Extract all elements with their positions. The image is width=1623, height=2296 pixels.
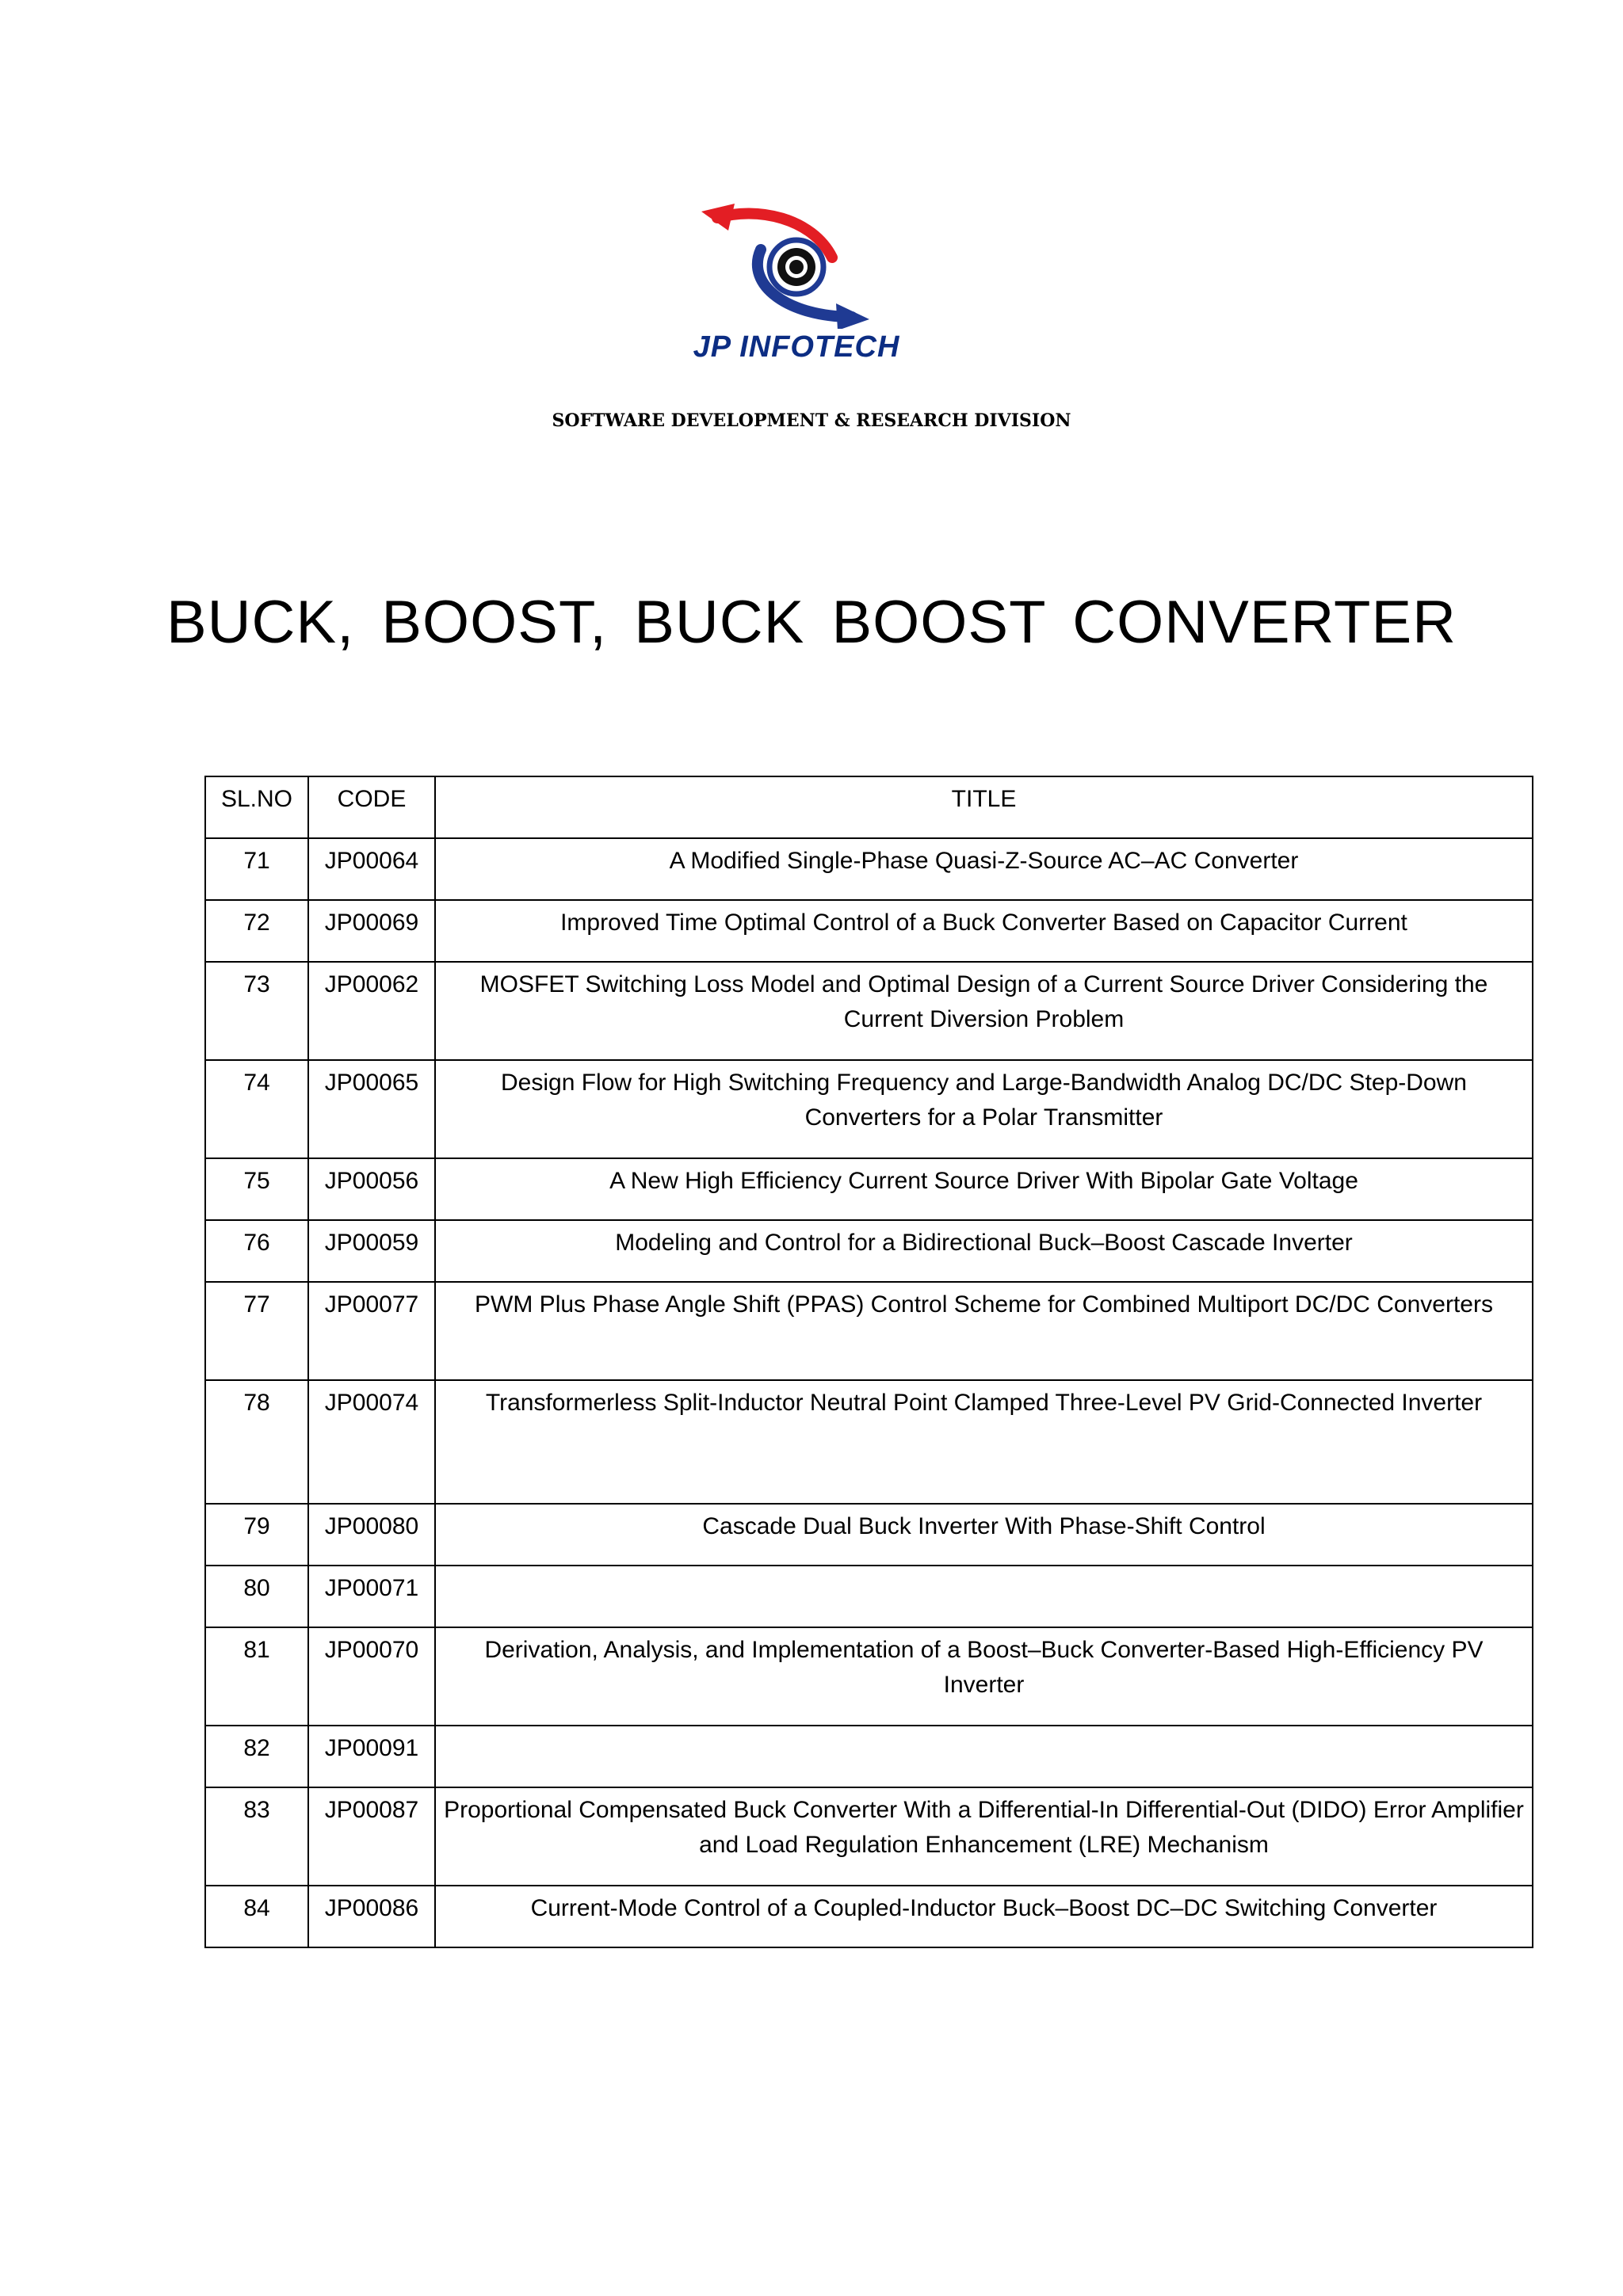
row-code: JP00065 [308,1060,435,1158]
table-row [205,1220,1533,1282]
row-sl-no: 73 [205,962,308,1060]
brand-name: JP INFOTECH [693,330,900,364]
row-code: JP00069 [308,900,435,962]
row-sl-no: 79 [205,1504,308,1566]
row-code: JP00071 [308,1566,435,1627]
row-sl-no: 82 [205,1726,308,1787]
page-title: BUCK, BOOST, BUCK BOOST CONVERTER [166,589,1457,656]
row-code: JP00080 [308,1504,435,1566]
table-row [205,1566,1533,1627]
row-title: MOSFET Switching Loss Model and Optimal Design of a Current Source Driver Considering the Current Diversion Problem [435,962,1533,1060]
table-row [205,1060,1533,1158]
table-row [205,838,1533,900]
projects-table [204,776,1533,1948]
row-sl-no: 78 [205,1380,308,1504]
row-sl-no: 76 [205,1220,308,1282]
row-sl-no: 72 [205,900,308,962]
row-code: JP00086 [308,1886,435,1947]
row-code: JP00087 [308,1787,435,1886]
row-title: Derivation, Analysis, and Implementation of a Boost–Buck Converter-Based High-Efficiency PV Inverter [435,1627,1533,1726]
row-sl-no: 80 [205,1566,308,1627]
row-title: Improved Time Optimal Control of a Buck Converter Based on Capacitor Current [435,900,1533,962]
row-code: JP00059 [308,1220,435,1282]
row-title: PWM Plus Phase Angle Shift (PPAS) Control Scheme for Combined Multiport DC/DC Converters [435,1282,1533,1380]
row-sl-no: 74 [205,1060,308,1158]
row-code: JP00070 [308,1627,435,1726]
table-row [205,1282,1533,1380]
table-row [205,1504,1533,1566]
row-sl-no: 83 [205,1787,308,1886]
header-title: TITLE [435,776,1533,838]
row-code: JP00056 [308,1158,435,1220]
table-row [205,900,1533,962]
company-logo [682,202,911,372]
table-row [205,1158,1533,1220]
row-sl-no: 75 [205,1158,308,1220]
row-title: Modeling and Control for a Bidirectional Buck–Boost Cascade Inverter [435,1220,1533,1282]
row-title: Cascade Dual Buck Inverter With Phase-Shift Control [435,1504,1533,1566]
table-row [205,1726,1533,1787]
row-title: A Modified Single-Phase Quasi-Z-Source AC–AC Converter [435,838,1533,900]
row-title [435,1566,1533,1627]
table-row [205,1787,1533,1886]
row-title: Current-Mode Control of a Coupled-Inductor Buck–Boost DC–DC Switching Converter [435,1886,1533,1947]
row-title: Proportional Compensated Buck Converter With a Differential-In Differential-Out (DIDO) Error Amplifier and Load Regulation Enhancement (LRE) Mechanism [435,1787,1533,1886]
table-row [205,1627,1533,1726]
row-code: JP00062 [308,962,435,1060]
row-code: JP00074 [308,1380,435,1504]
row-title [435,1726,1533,1787]
row-sl-no: 84 [205,1886,308,1947]
table-header-row [205,776,1533,838]
row-title: Design Flow for High Switching Frequency and Large-Bandwidth Analog DC/DC Step-Down Converters for a Polar Transmitter [435,1060,1533,1158]
header-sl-no: SL.NO [205,776,308,838]
row-sl-no: 81 [205,1627,308,1726]
table-row [205,1886,1533,1947]
row-code: JP00091 [308,1726,435,1787]
header-code: CODE [308,776,435,838]
row-code: JP00064 [308,838,435,900]
row-code: JP00077 [308,1282,435,1380]
table-row [205,1380,1533,1504]
table-row [205,962,1533,1060]
circular-arrows-logo-icon [701,202,892,329]
row-sl-no: 77 [205,1282,308,1380]
row-sl-no: 71 [205,838,308,900]
row-title: Transformerless Split-Inductor Neutral Point Clamped Three-Level PV Grid-Connected Inverter [435,1380,1533,1504]
row-title: A New High Efficiency Current Source Driver With Bipolar Gate Voltage [435,1158,1533,1220]
division-subtitle: SOFTWARE DEVELOPMENT & RESEARCH DIVISION [552,410,1071,431]
